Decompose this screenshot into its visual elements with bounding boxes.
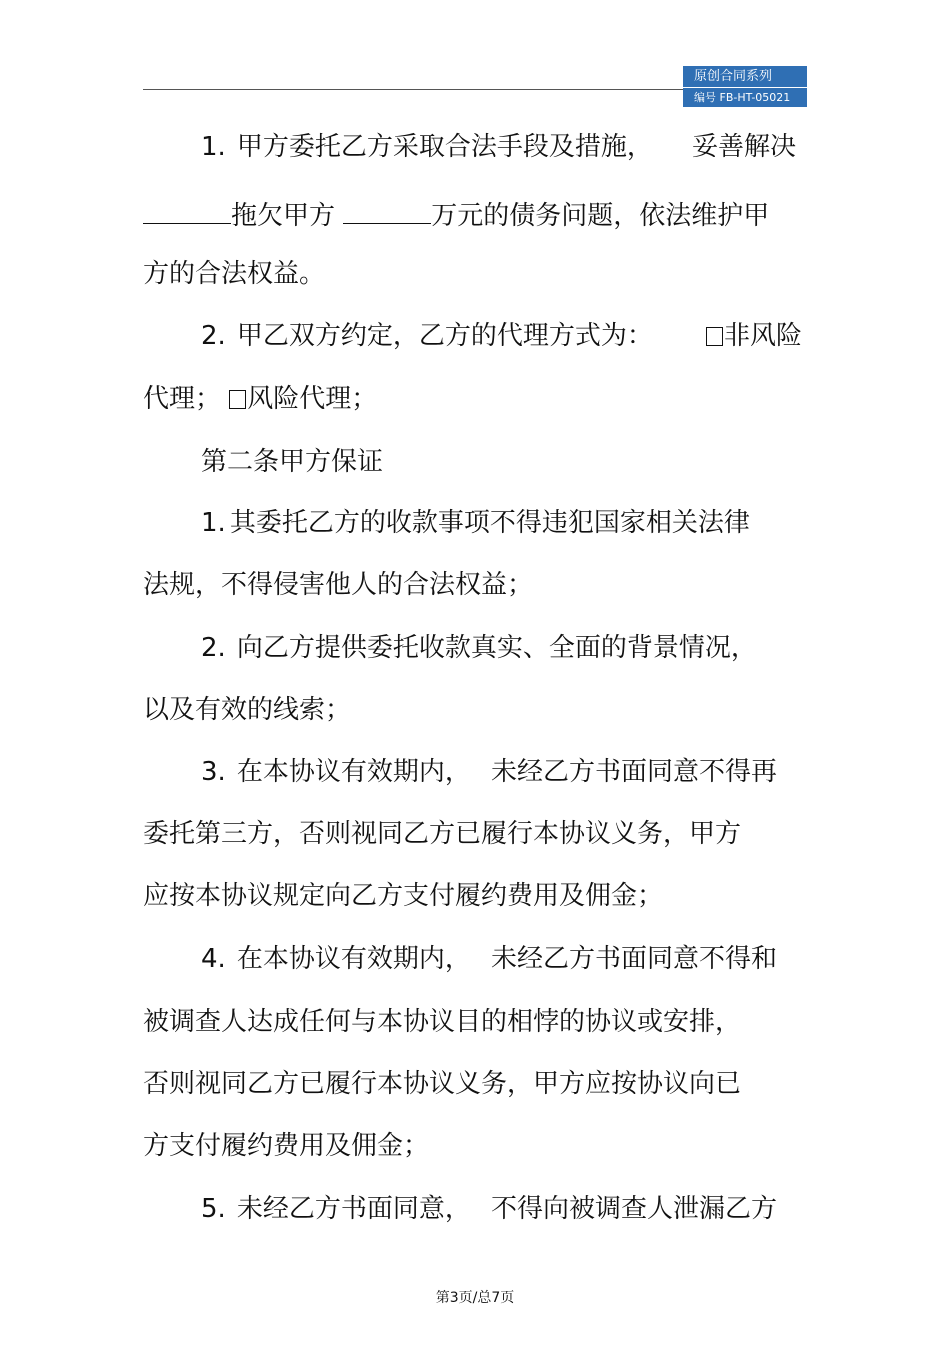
guarantee-4-line-4: 方支付履约费用及佣金；: [143, 1131, 430, 1161]
fill-blank-debtor[interactable]: [143, 199, 231, 224]
guarantee-5-line-1: [201, 1193, 471, 1225]
clause-1-line-1: [201, 131, 653, 163]
option-label: 风险代理；: [247, 384, 378, 414]
fill-blank-amount[interactable]: [343, 199, 431, 224]
text: 未经乙方书面同意，: [236, 1194, 471, 1224]
text: 在本协议有效期内，: [236, 757, 471, 787]
guarantee-4-line-2: 被调查人达成任何与本协议目的相悖的协议或安排，: [143, 1007, 742, 1037]
text: 其委托乙方的收款事项不得违犯国家相关法律: [229, 508, 750, 538]
text: 甲乙双方约定，乙方的代理方式为：: [236, 321, 653, 351]
guarantee-4-line-3: 否则视同乙方已履行本协议义务，甲方应按协议向已: [143, 1069, 742, 1099]
item-number: 3.: [201, 757, 226, 787]
guarantee-1-line-2: 法规，不得侵害他人的合法权益；: [143, 570, 534, 600]
clause-2-line-1: [201, 320, 653, 352]
option-non-risk: [706, 320, 802, 352]
item-number: 5.: [201, 1194, 226, 1224]
guarantee-4-line-1-tail: 未经乙方书面同意不得和: [491, 944, 778, 974]
series-title: 原创合同系列: [683, 66, 807, 88]
guarantee-2-line-1: [201, 632, 757, 664]
guarantee-3-line-3: 应按本协议规定向乙方支付履约费用及佣金；: [143, 881, 664, 911]
text: 甲方委托乙方采取合法手段及措施，: [236, 132, 653, 162]
guarantee-3-line-1: [201, 756, 471, 788]
guarantee-5-line-1-tail: 不得向被调查人泄漏乙方: [491, 1194, 778, 1224]
guarantee-3-line-1-tail: 未经乙方书面同意不得再: [491, 757, 778, 787]
section-heading: 第二条甲方保证: [201, 447, 384, 477]
header-badge: [683, 66, 807, 107]
item-number: 2.: [201, 633, 226, 663]
guarantee-1-line-1: [201, 507, 750, 539]
checkbox-non-risk[interactable]: [706, 327, 723, 346]
option-label: 非风险: [724, 321, 803, 351]
header-rule: [143, 89, 683, 90]
clause-1-line-1-tail: 妥善解决: [692, 132, 797, 162]
clause-1-line-3: 方的合法权益。: [143, 259, 326, 289]
item-number: 2.: [201, 321, 226, 351]
page-indicator: 第3页/总7页: [435, 1290, 515, 1306]
text: 拖欠甲方: [231, 201, 336, 231]
guarantee-4-line-1: [201, 943, 471, 975]
item-number: 1.: [201, 508, 226, 538]
text: 万元的债务问题，依法维护甲: [431, 201, 770, 231]
item-number: 4.: [201, 944, 226, 974]
document-code: 编号 FB-HT-05021: [694, 91, 791, 104]
guarantee-3-line-2: 委托第三方，否则视同乙方已履行本协议义务，甲方: [143, 819, 742, 849]
clause-2-line-2: [143, 383, 377, 415]
checkbox-risk[interactable]: [229, 390, 246, 409]
text: 代理；: [143, 384, 222, 414]
guarantee-2-line-2: 以及有效的线索；: [143, 695, 352, 725]
item-number: 1.: [201, 132, 226, 162]
clause-1-line-2: [143, 199, 769, 232]
text: 在本协议有效期内，: [236, 944, 471, 974]
text: 向乙方提供委托收款真实、全面的背景情况，: [236, 633, 757, 663]
